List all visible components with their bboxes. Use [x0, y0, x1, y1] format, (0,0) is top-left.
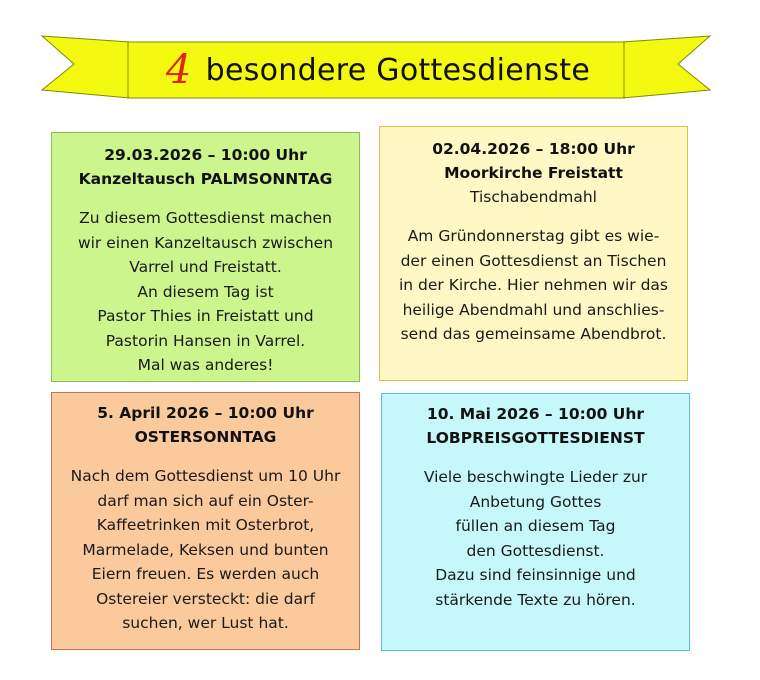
event-card-gruendonnerstag — [379, 126, 688, 381]
event-date: 29.03.2026 – 10:00 Uhr — [104, 146, 307, 164]
event-date: 02.04.2026 – 18:00 Uhr — [432, 140, 635, 158]
description-line: Zu diesem Gottesdienst machen — [79, 209, 332, 227]
description-line: wir einen Kanzeltausch zwischen — [77, 233, 334, 252]
description-line: send das gemeinsame Abendbrot. — [400, 325, 667, 343]
event-card-lobpreis — [381, 393, 690, 651]
event-description — [380, 224, 687, 347]
description-line: Anbetung Gottes — [469, 492, 602, 511]
description-line: Viele beschwingte Lieder zur — [423, 468, 648, 486]
description-line: Pastor Thies in Freistatt und — [97, 307, 314, 325]
event-description — [52, 464, 359, 636]
event-date: 10. Mai 2026 – 10:00 Uhr — [426, 405, 645, 423]
title-number: 4 — [165, 47, 192, 93]
title-text: besondere Gottesdienste — [205, 52, 591, 88]
description-line: Ostereier versteckt: die darf — [96, 589, 315, 608]
description-line: Nach dem Gottesdienst um 10 Uhr — [70, 467, 341, 485]
description-line: suchen, wer Lust hat. — [122, 614, 289, 632]
description-line: Marmelade, Keksen und bunten — [82, 540, 329, 559]
description-line: Kaffeetrinken mit Osterbrot, — [96, 516, 315, 534]
event-title: Kanzeltausch PALMSONNTAG — [78, 170, 333, 188]
description-line: füllen an diesem Tag — [455, 517, 616, 535]
description-line: stärkende Texte zu hören. — [435, 590, 636, 609]
page-title — [128, 42, 628, 98]
event-card-palmsonntag — [51, 132, 360, 382]
event-subtitle: Tischabendmahl — [470, 188, 597, 206]
description-line: Dazu sind feinsinnige und — [435, 566, 636, 584]
description-line: darf man sich auf ein Oster- — [97, 491, 314, 510]
description-line: den Gottesdienst. — [466, 541, 605, 560]
description-line: Eiern freuen. Es werden auch — [91, 565, 320, 583]
event-title: LOBPREISGOTTESDIENST — [426, 429, 645, 447]
event-card-ostersonntag — [51, 392, 360, 650]
description-line: Am Gründonnerstag gibt es wie- — [407, 227, 660, 245]
event-description — [382, 465, 689, 612]
event-title: Moorkirche Freistatt — [444, 164, 623, 182]
description-line: in der Kirche. Hier nehmen wir das — [398, 276, 669, 294]
description-line: der einen Gottesdienst an Tischen — [400, 251, 667, 270]
event-description — [52, 206, 359, 378]
event-title: OSTERSONNTAG — [134, 428, 277, 446]
description-line: Pastorin Hansen in Varrel. — [105, 331, 306, 350]
event-date: 5. April 2026 – 10:00 Uhr — [97, 404, 314, 422]
description-line: An diesem Tag ist — [137, 282, 274, 301]
description-line: Varrel und Freistatt. — [129, 258, 282, 276]
description-line: Mal was anderes! — [137, 356, 274, 374]
description-line: heilige Abendmahl und anschlies- — [402, 300, 665, 319]
